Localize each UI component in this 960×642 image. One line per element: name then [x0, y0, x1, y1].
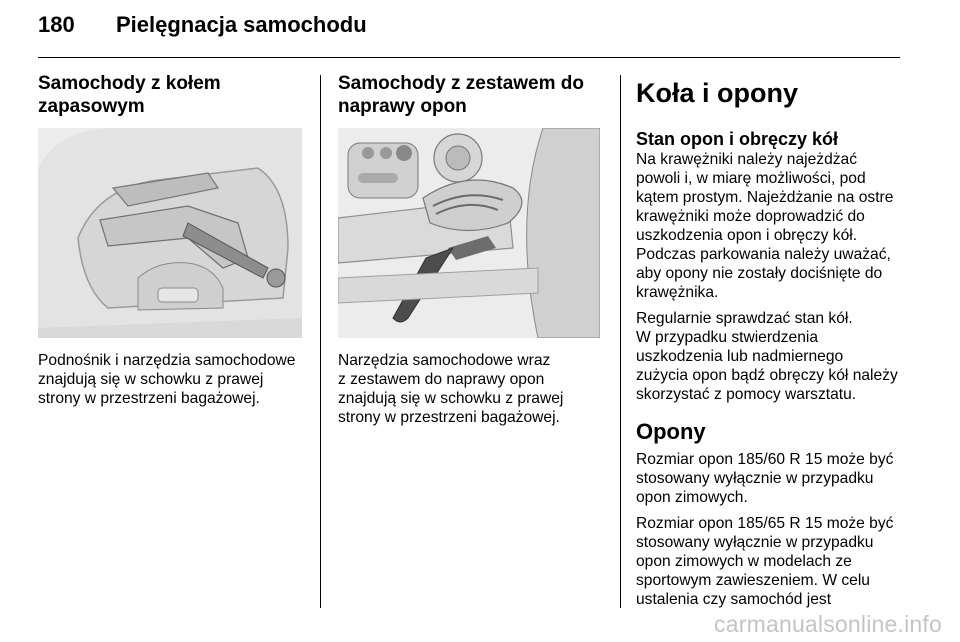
column-repair-kit: [338, 72, 608, 118]
header-rule: [38, 57, 900, 58]
subheading-tyre-condition: Stan opon i obręczy kół: [636, 129, 839, 149]
watermark: carmanualsonline.info: [714, 611, 942, 637]
figure-repair-kit-tools: [338, 128, 600, 338]
page-number: 180: [38, 12, 75, 37]
subheading-tyres: Opony: [636, 419, 706, 444]
column-spare-wheel: [38, 72, 308, 118]
caption-repair-kit: Narzędzia samochodowe wraz z zestawem do naprawy opon znajdują się w schowku z prawej strony w przestrzeni bagażowej.: [338, 352, 564, 426]
paragraph-tyre-size-1: Rozmiar opon 185/60 R 15 może być stosowany wyłącznie w przypadku opon zimowych.: [636, 451, 894, 506]
section-heading-repair-kit: Samochody z zestawem do naprawy opon: [338, 73, 585, 117]
page-title: Pielęgnacja samochodu: [116, 12, 367, 37]
paragraph-curbs: Na krawężniki należy najeżdżać powoli i, w miarę możliwości, pod kątem prostym. Najeżdżanie na ostre krawężniki może doprowadzić do uszkodzenia opon i obręczy kół. Podczas parkowania należy uważać, aby opony nie zostały dociśnięte do krawężnika.: [636, 151, 894, 301]
column-divider: [620, 75, 621, 608]
figure-spare-wheel-tools: [38, 128, 302, 338]
caption-spare-wheel: Podnośnik i narzędzia samochodowe znajdują się w schowku z prawej strony w przestrzeni bagażowej.: [38, 352, 296, 407]
section-heading-spare-wheel: Samochody z kołem zapasowym: [38, 73, 221, 117]
column-wheels-tyres: [636, 76, 926, 616]
section-title-wheels-tyres: Koła i opony: [636, 78, 798, 108]
trunk-tools-illustration: [38, 128, 302, 338]
column-divider: [320, 75, 321, 608]
repair-kit-illustration: [338, 128, 600, 338]
paragraph-check-wheels: Regularnie sprawdzać stan kół. W przypadku stwierdzenia uszkodzenia lub nadmiernego zużycia opon bądź obręczy kół należy skorzystać z pomocy warsztatu.: [636, 310, 898, 403]
paragraph-tyre-size-2: Rozmiar opon 185/65 R 15 może być stosowany wyłącznie w przypadku opon zimowych w modelach ze sportowym zawieszeniem. W celu ustalenia czy samochód jest: [636, 515, 894, 608]
